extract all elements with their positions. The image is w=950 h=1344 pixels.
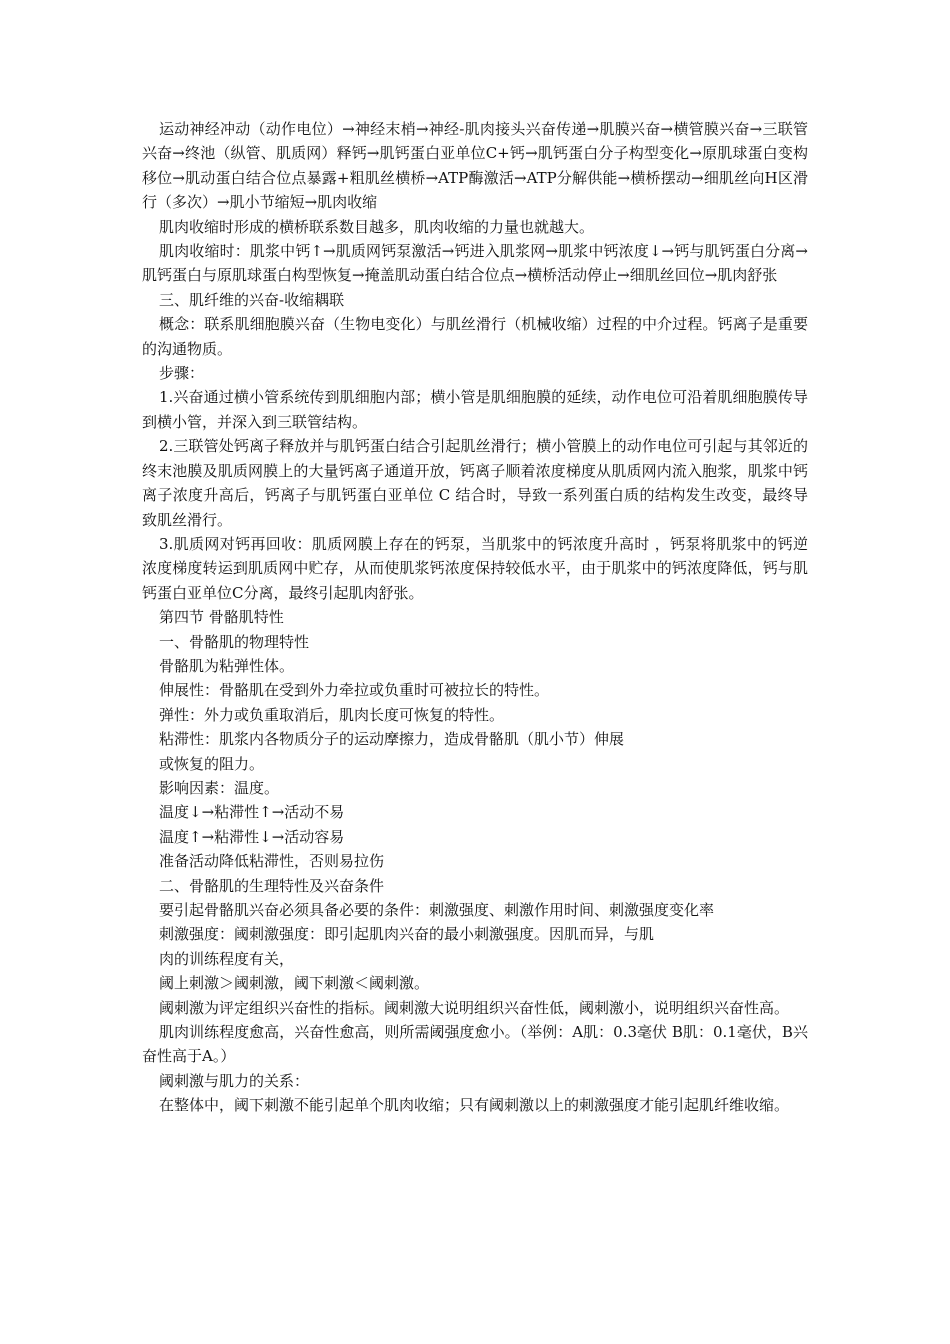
paragraph-temp-up: 温度↑→粘滞性↓→活动容易 bbox=[159, 827, 345, 846]
heading-physiological-properties: 二、骨骼肌的生理特性及兴奋条件 bbox=[159, 876, 385, 895]
paragraph-steps-label: 步骤： bbox=[159, 364, 205, 383]
paragraph-step-2: 2.三联管处钙离子释放并与肌钙蛋白结合引起肌丝滑行；横小管膜上的动作电位可引起与其邻近的终末池膜及肌质网膜上的大量钙离子通道开放，钙离子顺着浓度梯度从肌质网内流入胞浆，肌浆中钙离子浓度升高后，钙离子与肌钙蛋白亚单位 C 结合时，导致一系列蛋白质的结构发生改变，最终导致肌丝滑行。 bbox=[142, 437, 808, 529]
paragraph-influence-factor: 影响因素：温度。 bbox=[159, 778, 280, 797]
paragraph-viscosity: 粘滞性：肌浆内各物质分子的运动摩擦力，造成骨骼肌（肌小节）伸展 bbox=[159, 730, 625, 749]
paragraph-training-example: 肌肉训练程度愈高，兴奋性愈高，则所需阈强度愈小。（举例：A肌：0.3毫伏 B肌：0.1毫伏，B兴奋性高于A。） bbox=[142, 1023, 808, 1066]
heading-ec-coupling: 三、肌纤维的兴奋-收缩耦联 bbox=[159, 290, 345, 309]
paragraph-viscoelastic: 骨骼肌为粘弹性体。 bbox=[159, 656, 295, 675]
paragraph-threshold-index: 阈刺激为评定组织兴奋性的指标。阈刺激大说明组织兴奋性低，阈刺激小，说明组织兴奋性高。 bbox=[159, 998, 790, 1017]
paragraph-stimulus-intensity: 刺激强度：阈刺激强度：即引起肌肉兴奋的最小刺激强度。因肌而异，与肌 bbox=[159, 925, 655, 944]
paragraph-step-1: 1.兴奋通过横小管系统传到肌细胞内部；横小管是肌细胞膜的延续，动作电位可沿着肌细胞膜传导到横小管，并深入到三联管结构。 bbox=[142, 388, 808, 431]
paragraph-whole-body: 在整体中，阈下刺激不能引起单个肌肉收缩；只有阈刺激以上的刺激强度才能引起肌纤维收缩。 bbox=[159, 1096, 790, 1115]
paragraph-contraction-process: 运动神经冲动（动作电位）→神经末梢→神经-肌肉接头兴奋传递→肌膜兴奋→横管膜兴奋→三联管兴奋→终池（纵管、肌质网）释钙→肌钙蛋白亚单位C+钙→肌钙蛋白分子构型变化→原肌球蛋白变构移位→肌动蛋白结合位点暴露+粗肌丝横桥→ATP酶激活→ATP分解供能→横桥摆动→细肌丝向H区滑行（多次）→肌小节缩短→肌肉收缩 bbox=[142, 120, 808, 212]
paragraph-threshold-strength-label: 阈刺激与肌力的关系： bbox=[159, 1071, 310, 1090]
paragraph-crossbridge-force: 肌肉收缩时形成的横桥联系数目越多，肌肉收缩的力量也就越大。 bbox=[159, 217, 595, 236]
paragraph-viscosity-cont: 或恢复的阻力。 bbox=[159, 754, 265, 773]
paragraph-elasticity: 弹性：外力或负重取消后，肌肉长度可恢复的特性。 bbox=[159, 705, 505, 724]
paragraph-temp-down: 温度↓→粘滞性↑→活动不易 bbox=[159, 803, 345, 822]
paragraph-stimulus-intensity-cont: 肉的训练程度有关， bbox=[159, 949, 295, 968]
heading-section-4: 第四节 骨骼肌特性 bbox=[159, 608, 284, 627]
paragraph-extensibility: 伸展性：骨骼肌在受到外力牵拉或负重时可被拉长的特性。 bbox=[159, 681, 550, 700]
paragraph-step-3: 3.肌质网对钙再回收：肌质网膜上存在的钙泵，当肌浆中的钙浓度升高时 ，钙泵将肌浆中的钙逆浓度梯度转运到肌质网中贮存，从而使肌浆钙浓度保持较低水平，由于肌浆中的钙浓度降低，钙与肌钙蛋白亚单位C分离，最终引起肌肉舒张。 bbox=[142, 534, 808, 602]
paragraph-warmup: 准备活动降低粘滞性，否则易拉伤 bbox=[159, 852, 385, 871]
paragraph-concept: 概念：联系肌细胞膜兴奋（生物电变化）与肌丝滑行（机械收缩）过程的中介过程。钙离子是重要的沟通物质。 bbox=[142, 315, 808, 358]
paragraph-excitation-conditions: 要引起骨骼肌兴奋必须具备必要的条件：刺激强度、刺激作用时间、刺激强度变化率 bbox=[159, 901, 715, 919]
paragraph-relaxation-process: 肌肉收缩时：肌浆中钙↑→肌质网钙泵激活→钙进入肌浆网→肌浆中钙浓度↓→钙与肌钙蛋白分离→肌钙蛋白与原肌球蛋白构型恢复→掩盖肌动蛋白结合位点→横桥活动停止→细肌丝回位→肌肉舒张 bbox=[142, 242, 808, 285]
heading-physical-properties: 一、骨骼肌的物理特性 bbox=[159, 632, 310, 651]
paragraph-threshold-comparison: 阈上刺激＞阈刺激，阈下刺激＜阈刺激。 bbox=[159, 974, 430, 993]
